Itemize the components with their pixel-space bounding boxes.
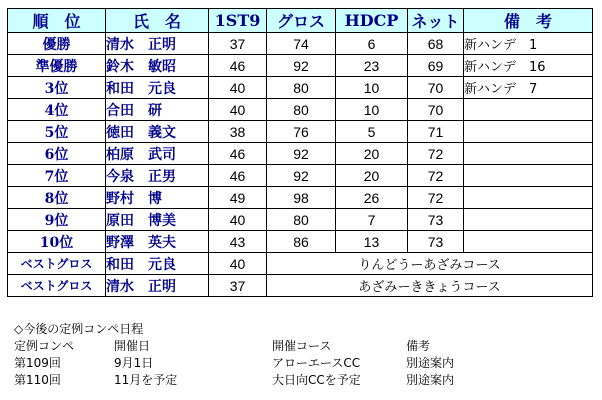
result-row <box>8 121 593 143</box>
best-gross-name: 清水 正明 <box>106 275 209 297</box>
net-score: 73 <box>408 231 464 253</box>
rank-cell: 準優勝 <box>8 55 106 77</box>
schedule-date: 11月を予定 <box>114 373 178 387</box>
results-body <box>8 33 593 297</box>
rank-cell: 優勝 <box>8 33 106 55</box>
player-name: 野澤 英夫 <box>106 231 209 253</box>
result-row <box>8 99 593 121</box>
first9-score: 43 <box>209 231 267 253</box>
rank-cell: 9位 <box>8 209 106 231</box>
gross-score: 98 <box>267 187 336 209</box>
hdcp-value: 5 <box>336 121 408 143</box>
rank-cell: 3位 <box>8 77 106 99</box>
note-cell <box>464 99 593 121</box>
result-row <box>8 209 593 231</box>
net-score: 72 <box>408 165 464 187</box>
net-score: 70 <box>408 77 464 99</box>
header-rank: 順 位 <box>8 9 106 33</box>
best-gross-row <box>8 253 593 275</box>
best-gross-name: 和田 元良 <box>106 253 209 275</box>
first9-score: 40 <box>209 209 267 231</box>
schedule-note: 別途案内 <box>406 373 455 387</box>
net-score: 72 <box>408 143 464 165</box>
hdcp-value: 20 <box>336 165 408 187</box>
first9-score: 46 <box>209 143 267 165</box>
net-score: 70 <box>408 99 464 121</box>
header-first9: 1ST9 <box>209 9 267 33</box>
result-row <box>8 143 593 165</box>
schedule-course: 大日向CCを予定 <box>272 373 361 387</box>
result-row <box>8 231 593 253</box>
header-gross: グロス <box>267 9 336 33</box>
schedule-header-course: 開催コース <box>272 339 332 353</box>
first9-score: 46 <box>209 165 267 187</box>
schedule-compe: 第109回 <box>14 356 61 370</box>
hdcp-value: 10 <box>336 99 408 121</box>
first9-score: 37 <box>209 33 267 55</box>
schedule-note: 別途案内 <box>406 356 455 370</box>
schedule-header-compe: 定例コンペ <box>14 339 75 353</box>
player-name: 徳田 義文 <box>106 121 209 143</box>
header-note: 備 考 <box>464 9 593 33</box>
best-gross-label: ベストグロス <box>8 253 106 275</box>
player-name: 清水 正明 <box>106 33 209 55</box>
schedule-header-row <box>14 338 431 355</box>
note-cell: 新ハンデ 16 <box>464 55 593 77</box>
player-name: 和田 元良 <box>106 77 209 99</box>
best-gross-row <box>8 275 593 297</box>
note-cell <box>464 187 593 209</box>
schedule-section <box>14 321 455 389</box>
player-name: 野村 博 <box>106 187 209 209</box>
player-name: 鈴木 敏昭 <box>106 55 209 77</box>
note-cell <box>464 231 593 253</box>
note-cell <box>464 165 593 187</box>
net-score: 68 <box>408 33 464 55</box>
net-score: 71 <box>408 121 464 143</box>
result-row <box>8 165 593 187</box>
first9-score: 38 <box>209 121 267 143</box>
schedule-course: アローエースCC <box>272 356 361 370</box>
schedule-row <box>14 355 455 372</box>
rank-cell: 6位 <box>8 143 106 165</box>
best-gross-course: あざみーききょうコース <box>267 275 593 297</box>
gross-score: 74 <box>267 33 336 55</box>
schedule-compe: 第110回 <box>14 373 61 387</box>
net-score: 72 <box>408 187 464 209</box>
note-cell: 新ハンデ 1 <box>464 33 593 55</box>
net-score: 69 <box>408 55 464 77</box>
player-name: 原田 博美 <box>106 209 209 231</box>
result-row <box>8 187 593 209</box>
schedule-header-note: 備考 <box>406 339 431 353</box>
rank-cell: 8位 <box>8 187 106 209</box>
rank-cell: 4位 <box>8 99 106 121</box>
schedule-row <box>14 372 455 389</box>
gross-score: 80 <box>267 77 336 99</box>
schedule-header-date: 開催日 <box>114 339 151 353</box>
gross-score: 92 <box>267 143 336 165</box>
hdcp-value: 20 <box>336 143 408 165</box>
header-name: 氏 名 <box>106 9 209 33</box>
note-cell <box>464 121 593 143</box>
player-name: 柏原 武司 <box>106 143 209 165</box>
net-score: 73 <box>408 209 464 231</box>
header-net: ネット <box>408 9 464 33</box>
hdcp-value: 23 <box>336 55 408 77</box>
hdcp-value: 6 <box>336 33 408 55</box>
schedule-date: 9月1日 <box>114 356 154 370</box>
hdcp-value: 7 <box>336 209 408 231</box>
results-table <box>7 8 593 297</box>
note-cell <box>464 143 593 165</box>
player-name: 合田 研 <box>106 99 209 121</box>
result-row <box>8 33 593 55</box>
rank-cell: 7位 <box>8 165 106 187</box>
gross-score: 76 <box>267 121 336 143</box>
note-cell: 新ハンデ 7 <box>464 77 593 99</box>
first9-score: 46 <box>209 55 267 77</box>
rank-cell: 10位 <box>8 231 106 253</box>
best-gross-first9: 37 <box>209 275 267 297</box>
best-gross-label: ベストグロス <box>8 275 106 297</box>
note-cell <box>464 209 593 231</box>
header-hdcp: HDCP <box>336 9 408 33</box>
first9-score: 40 <box>209 99 267 121</box>
result-row <box>8 55 593 77</box>
result-row <box>8 77 593 99</box>
best-gross-first9: 40 <box>209 253 267 275</box>
first9-score: 49 <box>209 187 267 209</box>
header-row <box>8 9 593 33</box>
gross-score: 80 <box>267 209 336 231</box>
hdcp-value: 13 <box>336 231 408 253</box>
first9-score: 40 <box>209 77 267 99</box>
gross-score: 80 <box>267 99 336 121</box>
player-name: 今泉 正男 <box>106 165 209 187</box>
schedule-title: ◇今後の定例コンペ日程 <box>14 322 144 336</box>
best-gross-course: りんどうーあざみコース <box>267 253 593 275</box>
gross-score: 92 <box>267 165 336 187</box>
rank-cell: 5位 <box>8 121 106 143</box>
gross-score: 92 <box>267 55 336 77</box>
gross-score: 86 <box>267 231 336 253</box>
hdcp-value: 26 <box>336 187 408 209</box>
hdcp-value: 10 <box>336 77 408 99</box>
